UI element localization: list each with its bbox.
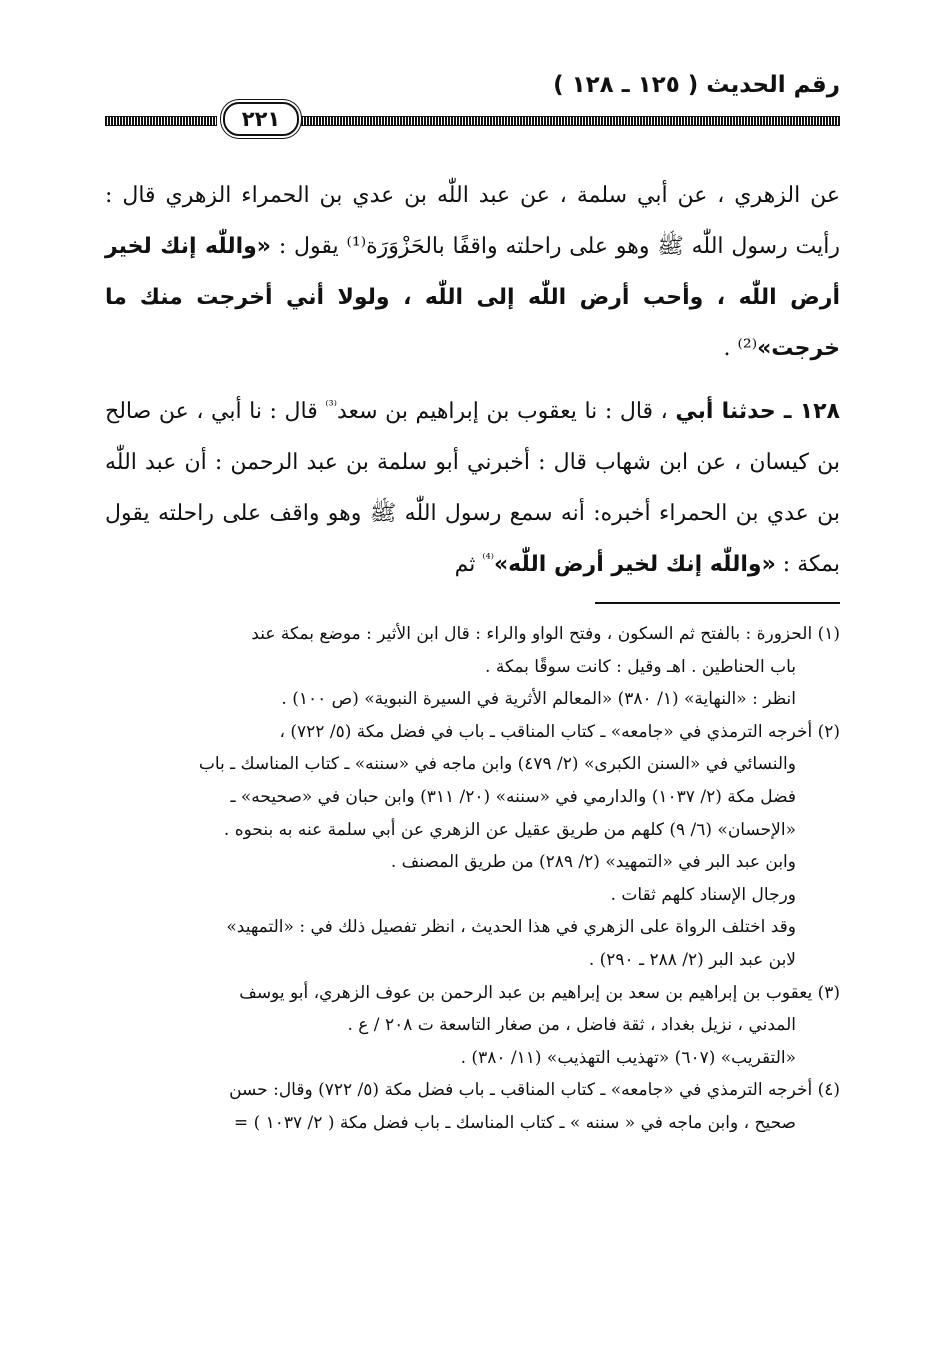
footnote-separator bbox=[595, 602, 840, 604]
quoted-hadith-text: «واللّٰه إنك لخير أرض اللّٰه ، وأحب أرض اللّٰه إلى اللّٰه ، ولولا أني أخرجت منك bbox=[105, 234, 840, 310]
page-header bbox=[105, 70, 840, 132]
page-number-badge: ٢٢١ bbox=[223, 102, 299, 136]
main-text bbox=[105, 170, 840, 590]
footnote-3: (٣) يعقوب بن إبراهيم بن سعد بن إبراهيم بن عبد الرحمن بن عوف الزهري، أبو يوسف المدني ، نزيل بغداد ، ثقة فاضل ، من صغار التاسعة ت ٢٠٨ / ع . «التقريب» (٦٠٧) «تهذيب التهذيب» (١١/ ٣٨٠) . bbox=[239, 982, 840, 1068]
paragraph-hadith-128: ١٢٨ ـ حدثنا أبي ، قال : نا يعقوب بن إبراهيم بن سعد$^{^{(3)}}$ قال : نا أبي ، عن صالح بن كيسان ، عن ابن شهاب قال : أخبرني أبو سلمة بن عبد الرحمن : أن عبد اللّٰه بن عدي بن الحمراء أخبره: أنه سمع رسول اللّٰه ﷺ وهو واقف على راحلته يقول بمكة : «واللّٰه إنك لخير أرض اللّٰه»$^{^{(4)}}$ ثم bbox=[105, 398, 841, 577]
footnote-ref-3: ⁽³⁾ bbox=[325, 398, 337, 414]
footnote-ref-4: ⁽⁴⁾ bbox=[482, 551, 494, 567]
quoted-hadith-text-2: «واللّٰه إنك لخير أرض اللّٰه» bbox=[493, 552, 776, 577]
paragraph-hadith-127-end: عن الزهري ، عن أبي سلمة ، عن عبد اللّٰه بن عدي بن الحمراء الزهري قال : رأيت رسول اللّٰه ﷺ وهو على راحلته واقفًا بالحَزْوَرَة⁽¹⁾ يقول : «واللّٰه إنك لخير أرض اللّٰه ، وأحب أرض اللّٰه إلى اللّٰه ، ولولا أني أخرجت منك ما خرجت»⁽²⁾ . bbox=[105, 183, 841, 361]
book-page bbox=[105, 70, 840, 1140]
footnotes bbox=[105, 618, 840, 1140]
footnote-ref-1: ⁽¹⁾ يقول : bbox=[278, 234, 367, 259]
footnote-ref-2: ⁽²⁾ . bbox=[723, 336, 758, 361]
footnote-2: (٢) أخرجه الترمذي في «جامعه» ـ كتاب المناقب ـ باب في فضل مكة (٥/ ٧٢٢) ، والنسائي في «السنن الكبرى» (٢/ ٤٧٩) وابن ماجه في «سننه» ـ كتاب المناسك ـ باب فضل مكة (٢/ ١٠٣٧) والدارمي في «سننه» (٢٠/ ٣١١) وابن حبان في «صحيحه» ـ «الإحسان» (٦/ ٩) كلهم من طريق عقيل عن الزهري عن أبي سلمة عنه به بنحوه . وابن عبد البر في «التمهيد» (٢/ ٢٨٩) من طريق المصنف . ورجال الإسناد كلهم ثقات . وقد اختلف الرواة على الزهري في هذا الحديث ، انظر تفصيل ذلك في : «التمهيد» لابن عبد البر (٢/ ٢٨٨ ـ ٢٩٠) . bbox=[198, 721, 840, 970]
footnote-1: (١) الحزورة : بالفتح ثم السكون ، وفتح الواو والراء : قال ابن الأثير : موضع بمكة عند باب الحناطين . اهـ وقيل : كانت سوقًا بمكة . انظر : «النهاية» (١/ ٣٨٠) «المعالم الأثرية في السيرة النبوية» (ص ١٠٠) . bbox=[251, 624, 840, 710]
header-rule-left bbox=[105, 116, 217, 126]
hadith-number: ١٢٨ ـ حدثنا أبي bbox=[675, 399, 840, 424]
hadith-range-title: رقم الحديث ( ١٢٥ ـ ١٢٨ ) bbox=[553, 72, 840, 98]
header-rule-right bbox=[301, 116, 840, 126]
footnote-4: (٤) أخرجه الترمذي في «جامعه» ـ كتاب المناقب ـ باب فضل مكة (٥/ ٧٢٢) وقال: حسن صحيح ، وابن ماجه في « سننه » ـ كتاب المناسك ـ باب فضل مكة ( ٢/ ١٠٣٧ ) = bbox=[229, 1080, 840, 1133]
